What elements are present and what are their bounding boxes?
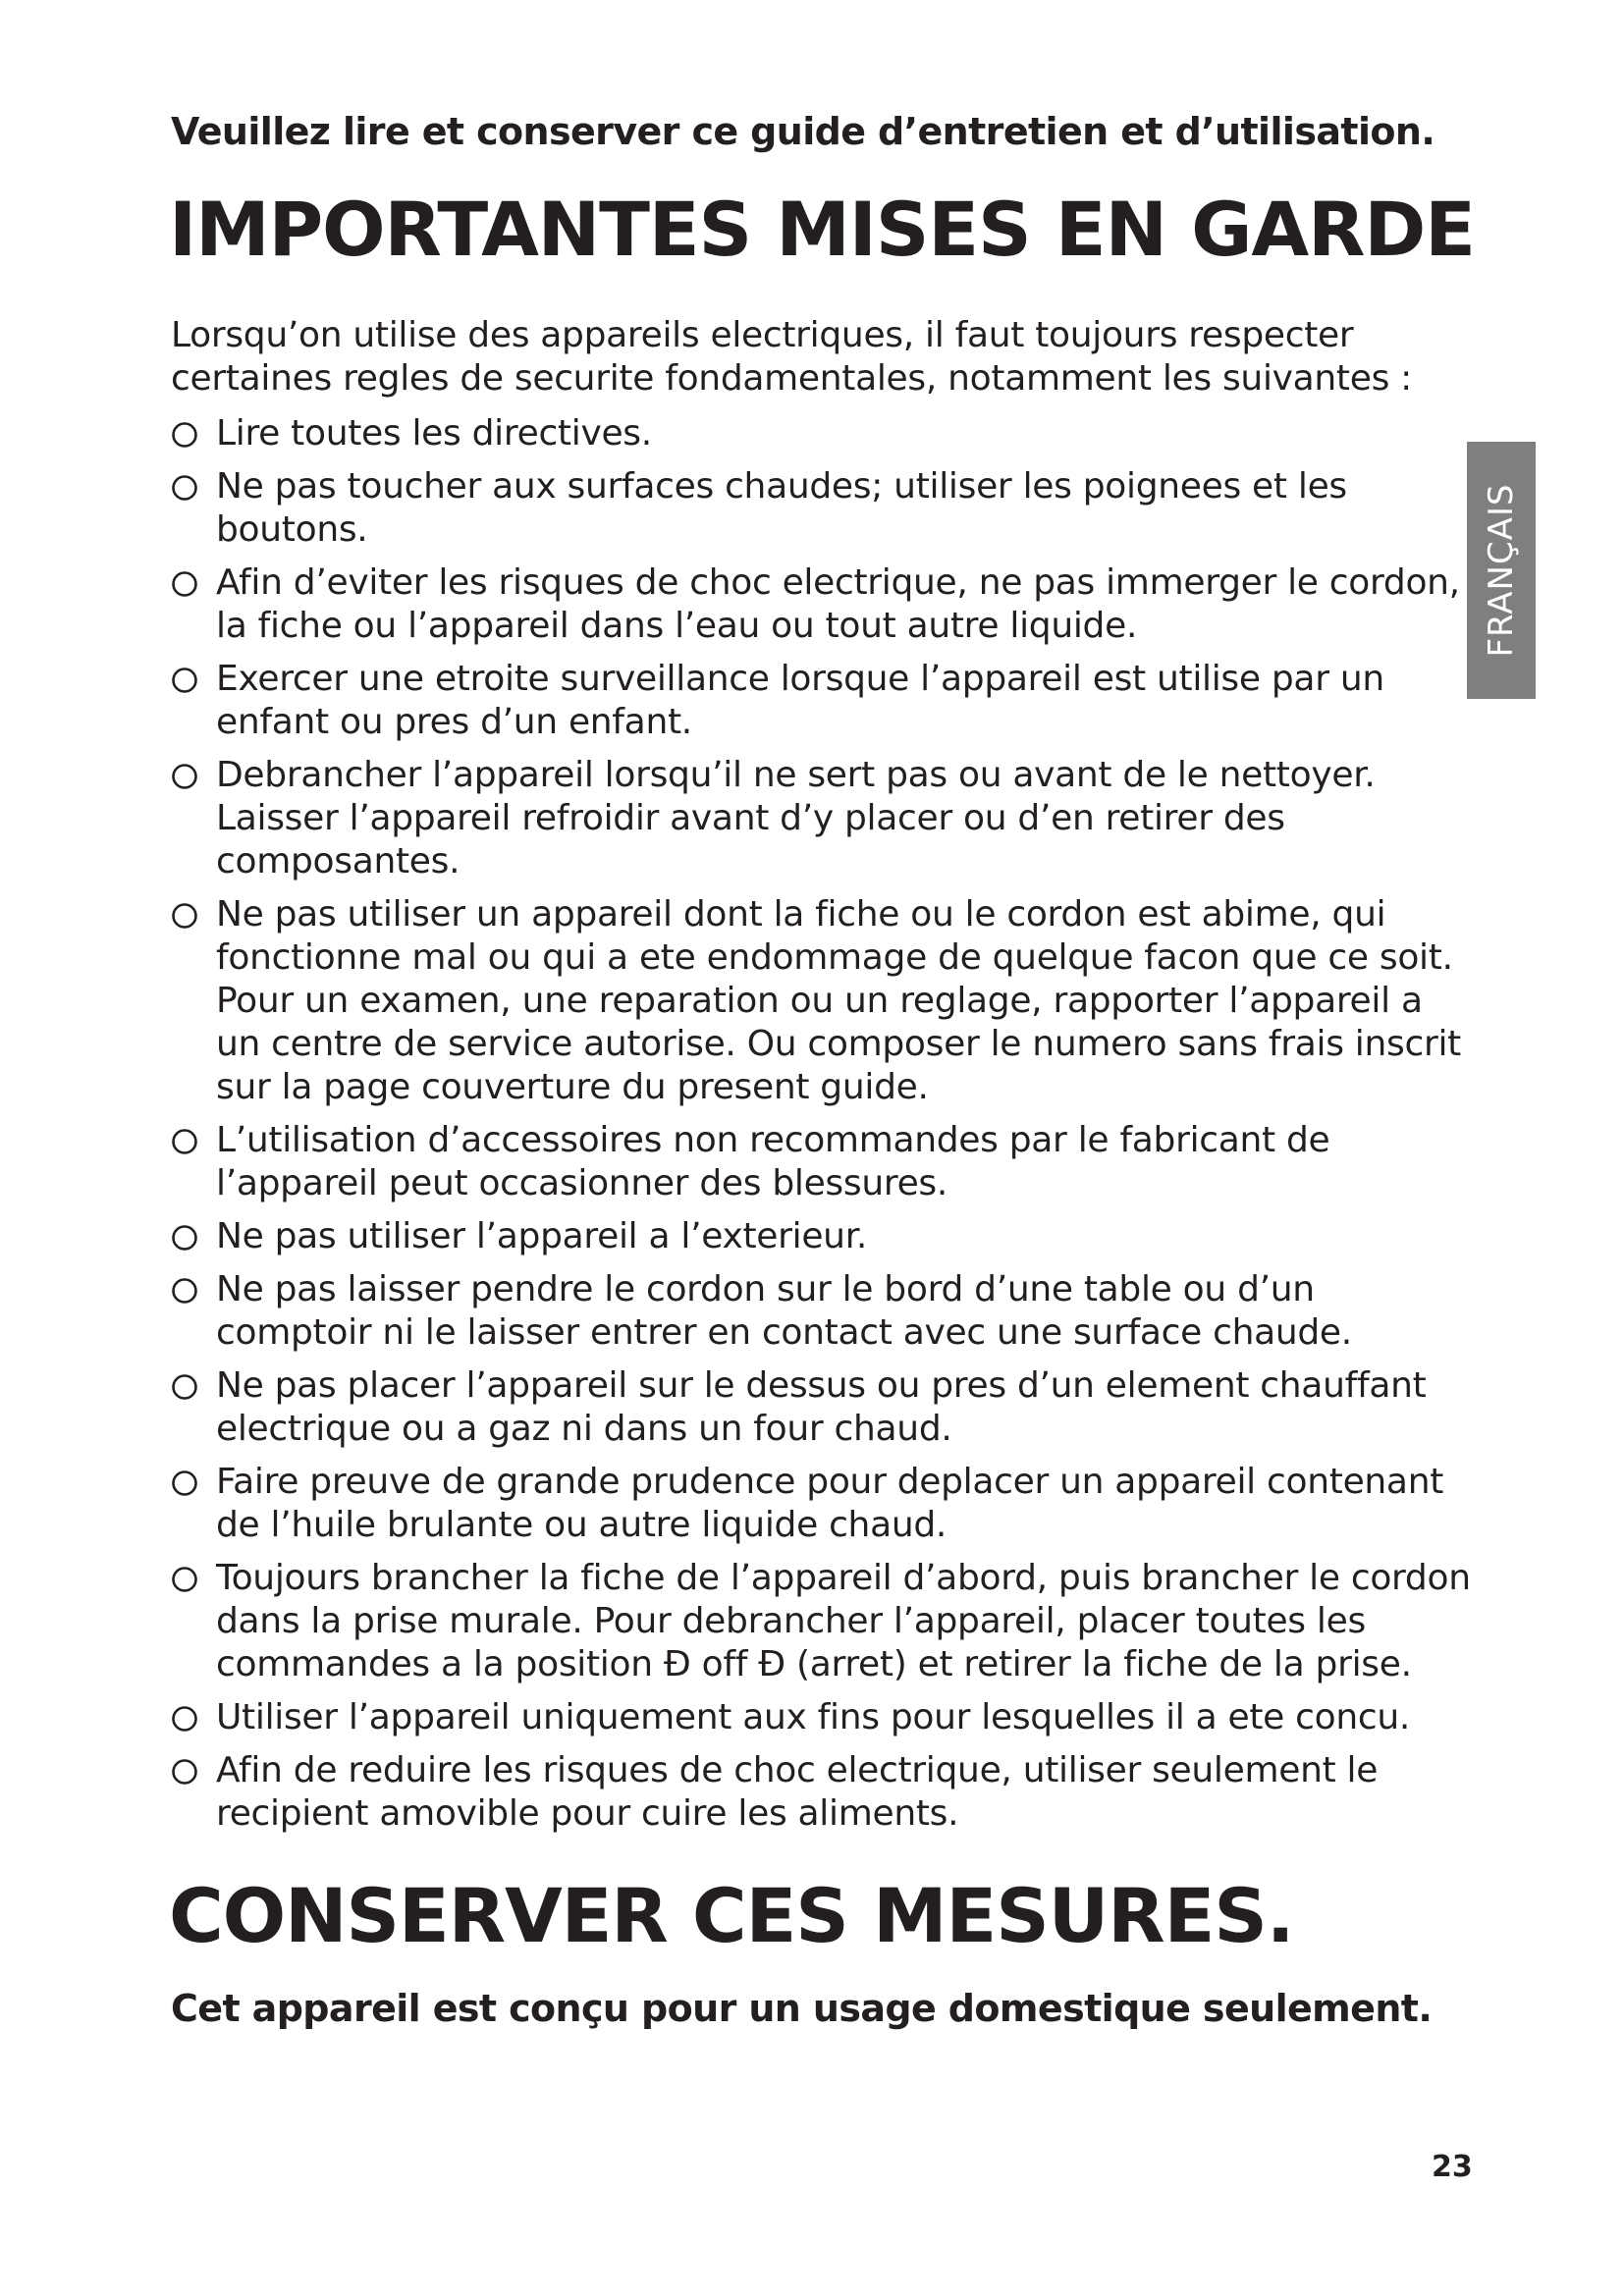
list-item-line: recipient amovible pour cuire les aliments.: [216, 1793, 959, 1834]
list-item-line: Faire preuve de grande prudence pour deplacer un appareil contenant: [216, 1462, 1444, 1502]
language-tab: [1467, 442, 1536, 699]
circle-bullet-icon: [171, 902, 198, 930]
circle-bullet-icon: [171, 570, 198, 598]
list-item-line: Pour un examen, une reparation ou un reglage, rapporter l’appareil a: [216, 981, 1423, 1021]
list-item: [171, 465, 1487, 552]
circle-bullet-icon: [171, 474, 198, 502]
list-item: [171, 561, 1487, 648]
list-item-line: enfant ou pres d’un enfant.: [216, 702, 692, 742]
intro-line: Lorsqu’on utilise des appareils electriques, il faut toujours respecter: [171, 315, 1354, 355]
list-item-line: electrique ou a gaz ni dans un four chaud.: [216, 1409, 952, 1449]
list-item: [171, 1557, 1487, 1686]
list-item: [171, 1119, 1487, 1205]
list-item-line: Ne pas laisser pendre le cordon sur le bord d’une table ou d’un: [216, 1269, 1315, 1309]
language-tab-label: FRANÇAIS: [1482, 483, 1521, 658]
list-item-line: Afin d’eviter les risques de choc electrique, ne pas immerger le cordon,: [216, 562, 1460, 603]
intro-line: certaines regles de securite fondamentales, notamment les suivantes :: [171, 358, 1413, 399]
save-instructions-title: CONSERVER CES MESURES.: [169, 1872, 1294, 1959]
list-item-line: fonctionne mal ou qui a ete endommage de quelque facon que ce soit.: [216, 937, 1453, 978]
list-item-line: composantes.: [216, 841, 460, 881]
list-item-line: Utiliser l’appareil uniquement aux fins pour lesquelles il a ete concu.: [216, 1697, 1411, 1737]
circle-bullet-icon: [171, 1758, 198, 1786]
list-item-line: Debrancher l’appareil lorsqu’il ne sert pas ou avant de le nettoyer.: [216, 755, 1376, 795]
circle-bullet-icon: [171, 1128, 198, 1155]
list-item-line: Ne pas toucher aux surfaces chaudes; utiliser les poignees et les: [216, 466, 1347, 507]
household-use-note: Cet appareil est conçu pour un usage domestique seulement.: [171, 1987, 1433, 2030]
list-item-line: Ne pas placer l’appareil sur le dessus ou pres d’un element chauffant: [216, 1365, 1427, 1406]
circle-bullet-icon: [171, 763, 198, 790]
list-item: [171, 754, 1487, 883]
list-item: [171, 1461, 1487, 1547]
page-subtitle: Veuillez lire et conserver ce guide d’entretien et d’utilisation.: [171, 110, 1435, 153]
list-item-line: sur la page couverture du present guide.: [216, 1067, 929, 1107]
list-item-line: L’utilisation d’accessoires non recommandes par le fabricant de: [216, 1120, 1330, 1160]
circle-bullet-icon: [171, 1373, 198, 1401]
safety-instructions-list: [171, 412, 1487, 1845]
list-item-line: un centre de service autorise. Ou composer le numero sans frais inscrit: [216, 1024, 1461, 1064]
circle-bullet-icon: [171, 1224, 198, 1252]
list-item: [171, 1215, 1487, 1258]
list-item: [171, 1696, 1487, 1739]
list-item: [171, 658, 1487, 744]
list-item-line: boutons.: [216, 509, 368, 550]
list-item: [171, 1364, 1487, 1451]
list-item-line: Ne pas utiliser un appareil dont la fiche ou le cordon est abime, qui: [216, 894, 1386, 934]
page-title: IMPORTANTES MISES EN GARDE: [169, 186, 1475, 273]
list-item-line: commandes a la position Ð off Ð (arret) et retirer la fiche de la prise.: [216, 1644, 1412, 1684]
circle-bullet-icon: [171, 667, 198, 694]
page-number: 23: [1432, 2150, 1473, 2184]
list-item-line: Lire toutes les directives.: [216, 413, 652, 454]
list-item: [171, 412, 1487, 455]
circle-bullet-icon: [171, 1705, 198, 1733]
circle-bullet-icon: [171, 1469, 198, 1497]
list-item-line: dans la prise murale. Pour debrancher l’appareil, placer toutes les: [216, 1601, 1366, 1641]
circle-bullet-icon: [171, 1277, 198, 1305]
list-item: [171, 893, 1487, 1109]
list-item-line: Ne pas utiliser l’appareil a l’exterieur.: [216, 1216, 868, 1256]
circle-bullet-icon: [171, 1566, 198, 1593]
list-item-line: Laisser l’appareil refroidir avant d’y placer ou d’en retirer des: [216, 798, 1285, 838]
intro-paragraph: [171, 314, 1447, 400]
circle-bullet-icon: [171, 421, 198, 449]
list-item-line: l’appareil peut occasionner des blessures.: [216, 1163, 948, 1203]
list-item-line: de l’huile brulante ou autre liquide chaud.: [216, 1505, 947, 1545]
list-item: [171, 1268, 1487, 1355]
list-item-line: Exercer une etroite surveillance lorsque l’appareil est utilise par un: [216, 659, 1384, 699]
list-item-line: Toujours brancher la fiche de l’appareil d’abord, puis brancher le cordon: [216, 1558, 1471, 1598]
list-item-line: la fiche ou l’appareil dans l’eau ou tout autre liquide.: [216, 606, 1138, 646]
list-item-line: comptoir ni le laisser entrer en contact avec une surface chaude.: [216, 1312, 1352, 1353]
list-item-line: Afin de reduire les risques de choc electrique, utiliser seulement le: [216, 1750, 1379, 1790]
list-item: [171, 1749, 1487, 1836]
